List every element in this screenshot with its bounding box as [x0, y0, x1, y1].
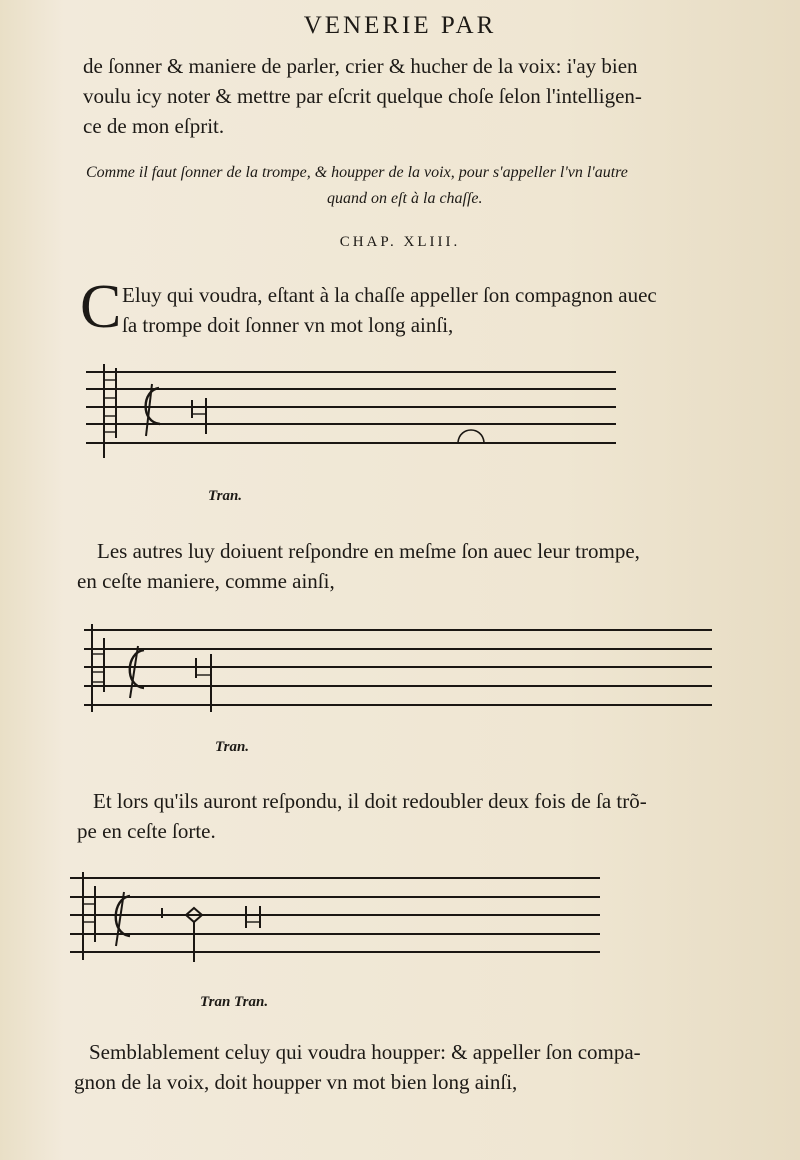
para2-line-2: en ceſte maniere, comme ainſi, — [77, 569, 335, 593]
para4-line-1: Semblablement celuy qui voudra houpper: & appeller ſon compa- — [89, 1040, 641, 1064]
para1-line-1: Eluy qui voudra, eſtant à la chaſſe appeller ſon compagnon auec — [122, 283, 657, 307]
para3-line-2: pe en ceſte ſorte. — [77, 819, 216, 843]
section-heading-line-2: quand on eſt à la chaſſe. — [327, 190, 483, 207]
intro-line-3: ce de mon eſprit. — [83, 114, 225, 138]
staff-1-label: Tran. — [208, 488, 243, 504]
music-staff-1 — [80, 360, 640, 470]
intro-line-2: voulu icy noter & mettre par eſcrit quelque choſe ſelon l'intelligen- — [83, 84, 642, 108]
chapter-number: CHAP. XLIII. — [339, 234, 461, 250]
staff-3-label: Tran Tran. — [200, 994, 269, 1010]
para4-line-2: gnon de la voix, doit houpper vn mot bien long ainſi, — [74, 1070, 518, 1094]
para2-line-1: Les autres luy doiuent reſpondre en meſme ſon auec leur trompe, — [97, 539, 640, 563]
drop-cap: C — [80, 273, 122, 341]
staff-2-label: Tran. — [215, 739, 250, 755]
section-heading-line-1: Comme il faut ſonner de la trompe, & houpper de la voix, pour s'appeller l'vn l'autre — [86, 164, 628, 181]
music-staff-3 — [66, 866, 606, 966]
para1-line-2: ſa trompe doit ſonner vn mot long ainſi, — [122, 313, 454, 337]
running-head: VENERIE PAR — [303, 12, 497, 39]
para3-line-1: Et lors qu'ils auront reſpondu, il doit redoubler deux fois de ſa trõ- — [93, 789, 647, 813]
music-staff-2 — [78, 620, 718, 720]
intro-line-1: de ſonner & maniere de parler, crier & hucher de la voix: i'ay bien — [83, 54, 638, 78]
